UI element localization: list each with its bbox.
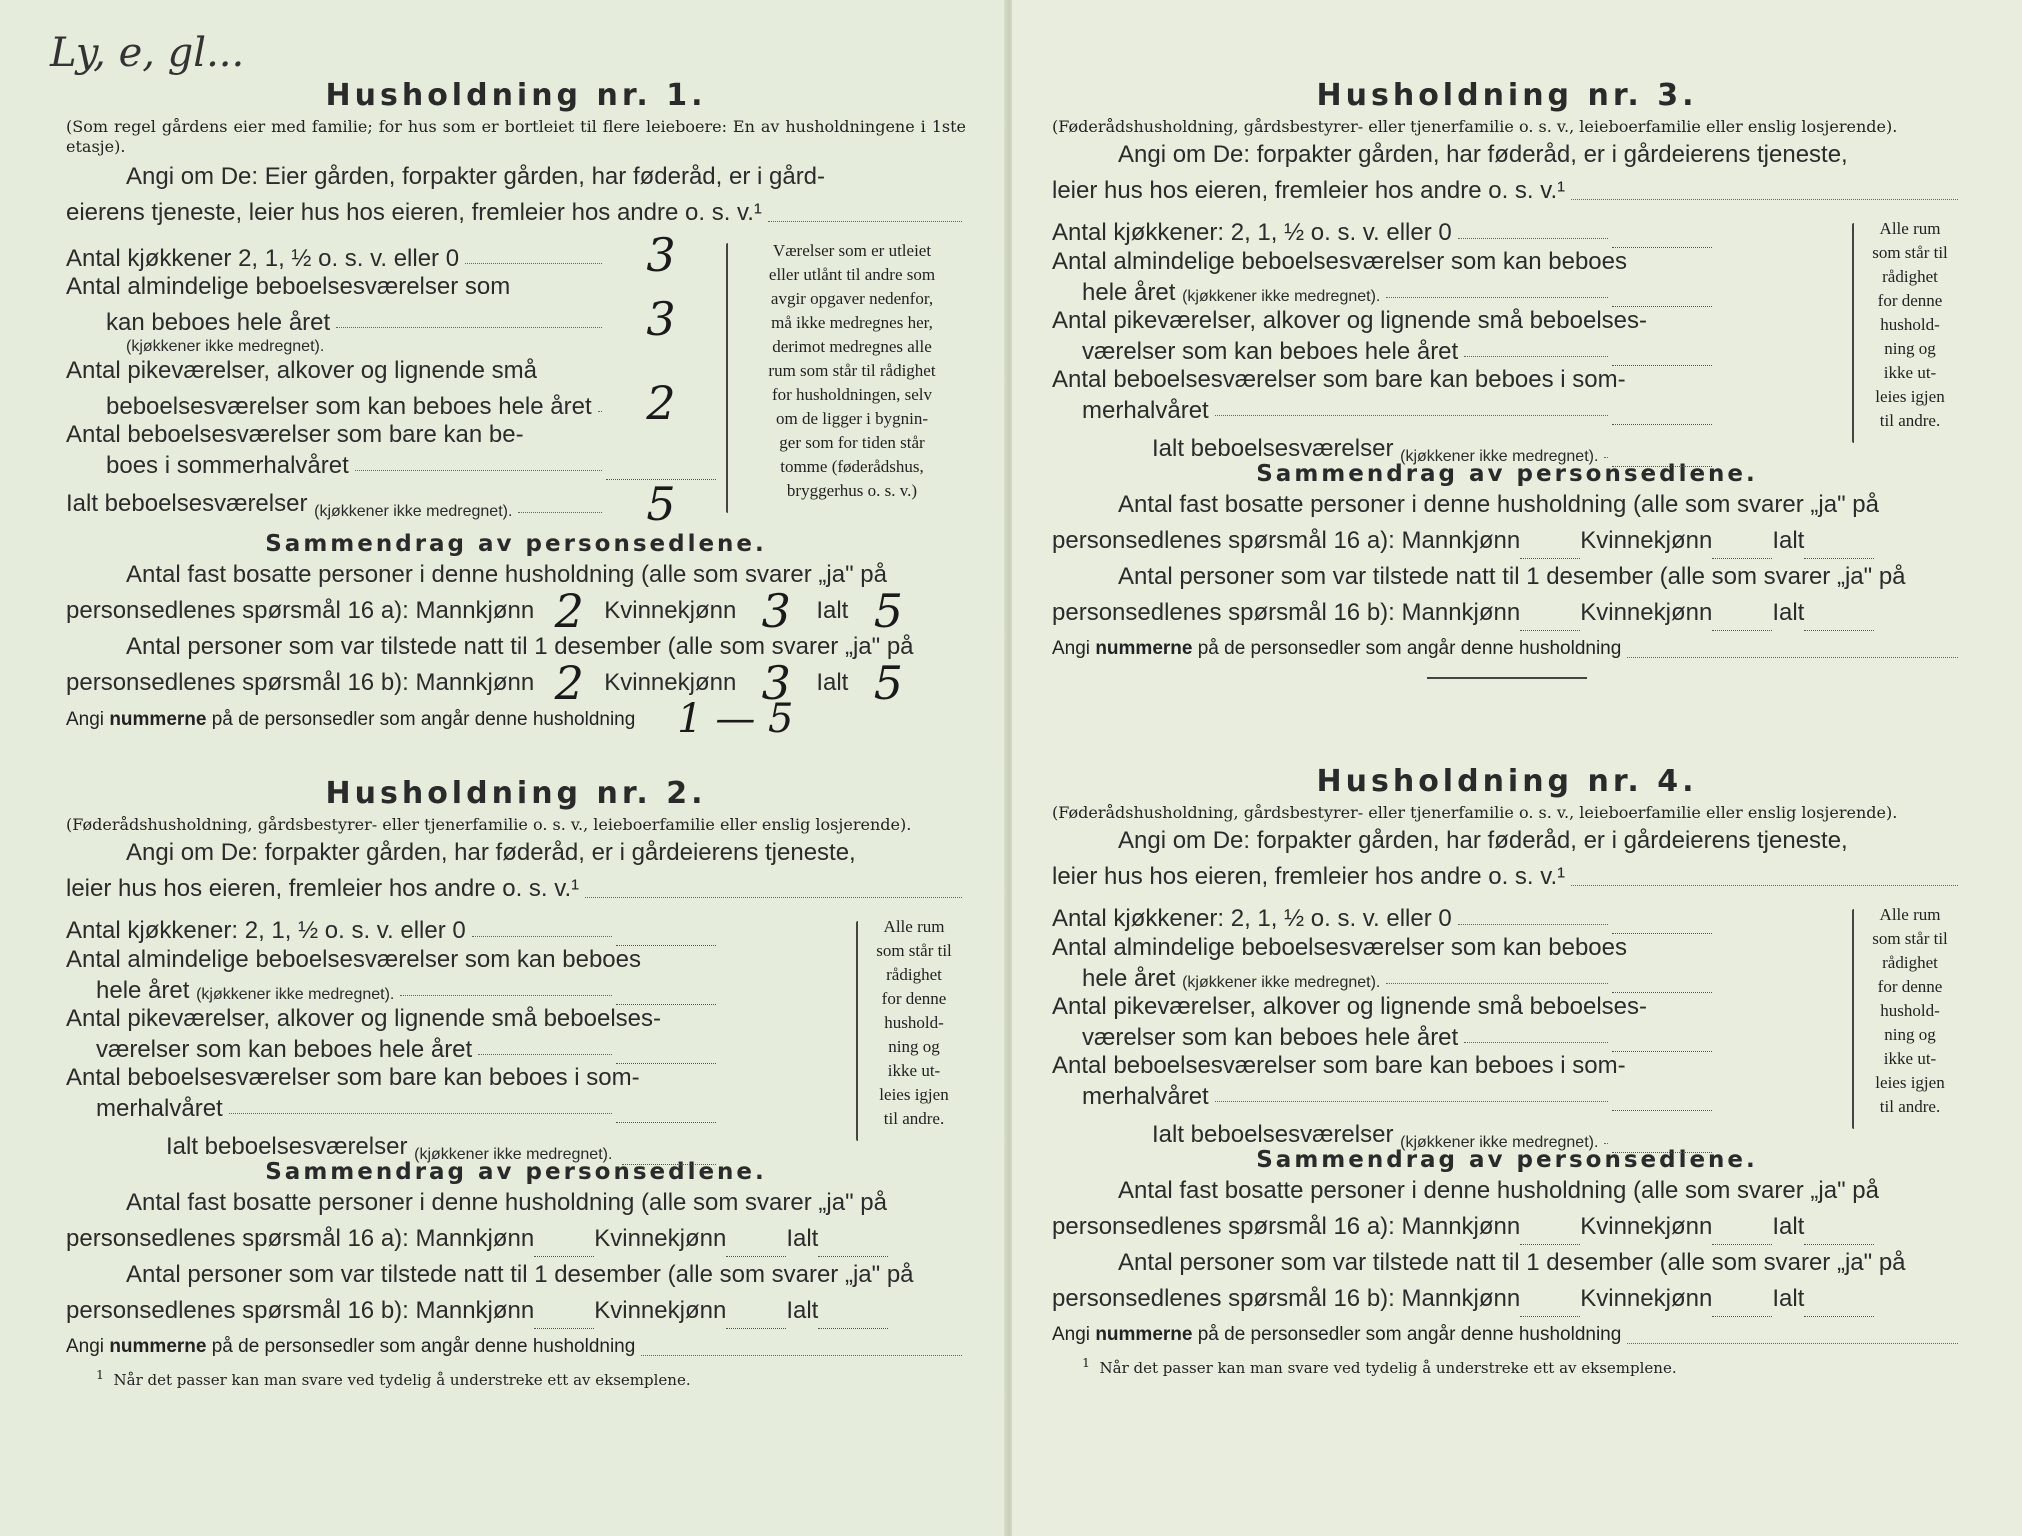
h1-side-note-line: må ikke medregnes her,: [771, 313, 933, 332]
h3-side-note-line: leies igjen: [1875, 387, 1945, 406]
household-4-summer-rooms: Antal beboelsesværelser som bare kan beboes i som- merhalvåret: [1052, 1052, 1712, 1111]
h3-side-note-line: til andre.: [1879, 411, 1941, 430]
household-1-note: (Som regel gårdens eier med familie; for hus som er bortleiet til flere leieboere: En av husholdningene i 1ste etasje).: [66, 117, 966, 156]
household-1-section: [66, 78, 966, 742]
household-2-summer-rooms: Antal beboelsesværelser som bare kan beboes i som- merhalvåret: [66, 1064, 716, 1123]
household-4-side-note: [1858, 903, 1962, 1119]
household-2-maid-rooms: Antal pikeværelser, alkover og lignende små beboelses- værelser som kan beboes hele året: [66, 1005, 716, 1064]
household-1-fast-total[interactable]: 5: [873, 584, 903, 638]
h4-side-note-line: til andre.: [1879, 1097, 1941, 1116]
household-1-ordinary-rooms-value[interactable]: 3: [646, 292, 676, 346]
household-4-present-row: personsedlenes spørsmål 16 b): Mannkjønn Kvinnekjønn Ialt: [1052, 1281, 1962, 1317]
household-3-total-rooms-value[interactable]: [1612, 436, 1712, 467]
h2-side-note-line: rådighet: [886, 965, 942, 984]
household-2-fast-male[interactable]: [534, 1226, 594, 1257]
household-1-maid-rooms: Antal pikeværelser, alkover og lignende små beboelsesværelser som kan beboes hele året 2: [66, 357, 716, 421]
household-1-present-row: personsedlenes spørsmål 16 b): Mannkjønn 2 Kvinnekjønn 3 Ialt 5: [66, 665, 966, 701]
h2-side-note-line: ning og: [888, 1037, 940, 1056]
household-2-summer-rooms-value[interactable]: [616, 1092, 716, 1123]
right-page: [1012, 0, 2022, 1536]
household-4-kitchens-value[interactable]: [1612, 903, 1712, 934]
household-1-present-male[interactable]: 2: [554, 656, 584, 710]
household-3-ordinary-rooms: Antal almindelige beboelsesværelser som kan beboes hele året (kjøkkener ikke medregnet).: [1052, 248, 1712, 307]
left-page: [0, 0, 1008, 1536]
household-1-numbers-value[interactable]: 1 — 5: [677, 696, 794, 742]
household-4-present-male[interactable]: [1520, 1286, 1580, 1317]
household-1-side-note: [734, 239, 970, 503]
household-1-brace: [726, 243, 728, 513]
household-1-summer-rooms-value[interactable]: [606, 449, 716, 480]
h1-side-note-line: derimot medregnes alle: [772, 337, 932, 356]
h1-side-note-line: om de ligger i bygnin-: [775, 409, 929, 428]
household-3-summer-rooms-value[interactable]: [1612, 394, 1712, 425]
household-4-total-rooms: Ialt beboelsesværelser (kjøkkener ikke medregnet).: [1052, 1117, 1712, 1153]
household-divider: [1427, 677, 1587, 679]
household-4-ordinary-rooms-value[interactable]: [1612, 962, 1712, 993]
h4-side-note-line: ikke ut-: [1883, 1049, 1937, 1068]
household-3-present-male[interactable]: [1520, 600, 1580, 631]
household-3-kitchens: Antal kjøkkener: 2, 1, ½ o. s. v. eller 0: [1052, 217, 1712, 248]
household-3-fast-female[interactable]: [1712, 528, 1772, 559]
household-1-kitchens: Antal kjøkkener 2, 1, ½ o. s. v. eller 0 3: [66, 237, 716, 273]
h2-side-note-line: leies igjen: [879, 1085, 949, 1104]
household-4-present-total[interactable]: [1804, 1286, 1874, 1317]
household-1-angi-line1: Angi om De: Eier gården, forpakter gården, har føderåd, er i gård-: [126, 163, 826, 190]
household-4-total-rooms-value[interactable]: [1612, 1122, 1712, 1153]
household-2-fast-female[interactable]: [726, 1226, 786, 1257]
h4-side-note-line: rådighet: [1882, 953, 1938, 972]
h1-side-note-line: bryggerhus o. s. v.): [786, 481, 918, 500]
household-4-ordinary-rooms: Antal almindelige beboelsesværelser som kan beboes hele året (kjøkkener ikke medregnet).: [1052, 934, 1712, 993]
h4-side-note-line: for denne: [1877, 977, 1943, 996]
h3-side-note-line: ikke ut-: [1883, 363, 1937, 382]
household-4-fast-male[interactable]: [1520, 1214, 1580, 1245]
household-3-side-note: [1858, 217, 1962, 433]
household-4-section: [1052, 764, 1962, 1377]
household-1-present-female[interactable]: 3: [761, 656, 791, 710]
household-2-brace: [856, 921, 858, 1141]
household-3-maid-rooms: Antal pikeværelser, alkover og lignende små beboelses- værelser som kan beboes hele året: [1052, 307, 1712, 366]
household-2-kitchens-value[interactable]: [616, 915, 716, 946]
h2-side-note-line: hushold-: [884, 1013, 944, 1032]
household-3-title: Husholdning nr. 3.: [1316, 78, 1698, 113]
household-3-total-rooms: Ialt beboelsesværelser (kjøkkener ikke medregnet).: [1052, 431, 1712, 467]
household-1-angi-row2: eierens tjeneste, leier hus hos eieren, fremleier hos andre o. s. v.¹: [66, 195, 966, 231]
household-1-present-line1: Antal personer som var tilstede natt til 1 desember (alle som svarer „ja" på: [126, 633, 914, 660]
household-2-numbers-row: Angi nummerne på de personsedler som angår denne husholdning: [66, 1329, 966, 1365]
h1-side-note-line: avgir opgaver nedenfor,: [770, 289, 934, 308]
household-1-total-rooms-value[interactable]: 5: [646, 477, 676, 531]
h1-side-note-line: for husholdningen, selv: [771, 385, 933, 404]
h1-side-note-line: tomme (føderådshus,: [780, 457, 924, 476]
household-3-summer-rooms: Antal beboelsesværelser som bare kan beboes i som- merhalvåret: [1052, 366, 1712, 425]
household-2-ordinary-rooms-value[interactable]: [616, 974, 716, 1005]
household-4-brace: [1852, 909, 1854, 1129]
h1-side-note-line: ger som for tiden står: [779, 433, 925, 452]
household-3-fast-line1: Antal fast bosatte personer i denne husholdning (alle som svarer „ja" på: [1118, 491, 1879, 518]
household-1-total-rooms: Ialt beboelsesværelser (kjøkkener ikke medregnet). 5: [66, 486, 716, 522]
household-4-summary-title: Sammendrag av personsedlene.: [1256, 1147, 1758, 1173]
household-3-present-female[interactable]: [1712, 600, 1772, 631]
household-2-fast-row: personsedlenes spørsmål 16 a): Mannkjønn Kvinnekjønn Ialt: [66, 1221, 966, 1257]
household-1-fast-line1: Antal fast bosatte personer i denne husholdning (alle som svarer „ja" på: [126, 561, 887, 588]
right-footnote: $^1$ Når det passer kan man svare ved tydelig å understreke ett av eksemplene.: [1082, 1355, 1677, 1377]
household-2-present-male[interactable]: [534, 1298, 594, 1329]
household-2-note: (Føderådshusholdning, gårdsbestyrer- eller tjenerfamilie o. s. v., leieboerfamilie eller enslig losjerende).: [66, 815, 912, 834]
household-4-maid-rooms-value[interactable]: [1612, 1021, 1712, 1052]
household-2-total-rooms-value[interactable]: [622, 1134, 716, 1165]
household-3-angi-row2: leier hus hos eieren, fremleier hos andre o. s. v.¹: [1052, 173, 1962, 209]
household-3-fast-male[interactable]: [1520, 528, 1580, 559]
household-3-kitchens-value[interactable]: [1612, 217, 1712, 248]
household-2-summary-title: Sammendrag av personsedlene.: [265, 1159, 767, 1185]
household-2-fast-total[interactable]: [818, 1226, 888, 1257]
household-4-angi-line1: Angi om De: forpakter gården, har føderåd, er i gårdeierens tjeneste,: [1118, 827, 1848, 854]
h1-side-note-line: Værelser som er utleiet: [772, 241, 932, 260]
h4-side-note-line: leies igjen: [1875, 1073, 1945, 1092]
household-1-title: Husholdning nr. 1.: [325, 78, 707, 113]
household-4-kitchens: Antal kjøkkener: 2, 1, ½ o. s. v. eller 0: [1052, 903, 1712, 934]
h3-side-note-line: hushold-: [1880, 315, 1940, 334]
household-4-fast-female[interactable]: [1712, 1214, 1772, 1245]
household-1-summer-rooms: Antal beboelsesværelser som bare kan be- boes i sommerhalvåret: [66, 421, 716, 480]
household-4-title: Husholdning nr. 4.: [1316, 764, 1698, 799]
household-3-fast-row: personsedlenes spørsmål 16 a): Mannkjønn Kvinnekjønn Ialt: [1052, 523, 1962, 559]
household-2-ordinary-rooms: Antal almindelige beboelsesværelser som kan beboes hele året (kjøkkener ikke medregnet).: [66, 946, 716, 1005]
handwritten-scribble: Ly, e, gl...: [50, 30, 245, 76]
household-3-present-row: personsedlenes spørsmål 16 b): Mannkjønn Kvinnekjønn Ialt: [1052, 595, 1962, 631]
household-1-present-total[interactable]: 5: [873, 656, 903, 710]
household-2-total-rooms: Ialt beboelsesværelser (kjøkkener ikke medregnet).: [66, 1129, 716, 1165]
h2-side-note-line: Alle rum: [883, 917, 945, 936]
h2-side-note-line: til andre.: [883, 1109, 945, 1128]
household-4-angi-row2: leier hus hos eieren, fremleier hos andre o. s. v.¹: [1052, 859, 1962, 895]
household-1-summary-title: Sammendrag av personsedlene.: [265, 531, 767, 557]
household-3-numbers-row: Angi nummerne på de personsedler som angår denne husholdning: [1052, 631, 1962, 667]
household-2-side-note: [862, 915, 966, 1131]
household-2-present-female[interactable]: [726, 1298, 786, 1329]
household-2-kitchens: Antal kjøkkener: 2, 1, ½ o. s. v. eller 0: [66, 915, 716, 946]
household-3-section: [1052, 78, 1962, 679]
household-1-fast-female[interactable]: 3: [761, 584, 791, 638]
household-4-summer-rooms-value[interactable]: [1612, 1080, 1712, 1111]
household-2-fast-line1: Antal fast bosatte personer i denne husholdning (alle som svarer „ja" på: [126, 1189, 887, 1216]
h3-side-note-line: rådighet: [1882, 267, 1938, 286]
household-2-angi-line1: Angi om De: forpakter gården, har føderåd, er i gårdeierens tjeneste,: [126, 839, 856, 866]
household-2-present-line1: Antal personer som var tilstede natt til 1 desember (alle som svarer „ja" på: [126, 1261, 914, 1288]
h4-side-note-line: hushold-: [1880, 1001, 1940, 1020]
household-2-present-row: personsedlenes spørsmål 16 b): Mannkjønn Kvinnekjønn Ialt: [66, 1293, 966, 1329]
h3-side-note-line: for denne: [1877, 291, 1943, 310]
household-3-brace: [1852, 223, 1854, 443]
household-4-present-female[interactable]: [1712, 1286, 1772, 1317]
h2-side-note-line: som står til: [876, 941, 952, 960]
household-1-fast-row: personsedlenes spørsmål 16 a): Mannkjønn 2 Kvinnekjønn 3 Ialt 5: [66, 593, 966, 629]
household-4-note: (Føderådshusholdning, gårdsbestyrer- eller tjenerfamilie o. s. v., leieboerfamilie eller enslig losjerende).: [1052, 803, 1898, 822]
h4-side-note-line: ning og: [1884, 1025, 1936, 1044]
household-4-fast-total[interactable]: [1804, 1214, 1874, 1245]
h1-side-note-line: eller utlånt til andre som: [768, 265, 936, 284]
household-3-present-total[interactable]: [1804, 600, 1874, 631]
household-4-fast-row: personsedlenes spørsmål 16 a): Mannkjønn Kvinnekjønn Ialt: [1052, 1209, 1962, 1245]
household-3-ordinary-rooms-value[interactable]: [1612, 276, 1712, 307]
h3-side-note-line: som står til: [1872, 243, 1948, 262]
household-3-note: (Føderådshusholdning, gårdsbestyrer- eller tjenerfamilie o. s. v., leieboerfamilie eller enslig losjerende).: [1052, 117, 1898, 136]
household-4-present-line1: Antal personer som var tilstede natt til 1 desember (alle som svarer „ja" på: [1118, 1249, 1906, 1276]
household-3-maid-rooms-value[interactable]: [1612, 335, 1712, 366]
household-4-numbers-row: Angi nummerne på de personsedler som angår denne husholdning: [1052, 1317, 1962, 1353]
household-2-section: [66, 776, 966, 1389]
h1-side-note-line: rum som står til rådighet: [768, 361, 936, 380]
household-4-maid-rooms: Antal pikeværelser, alkover og lignende små beboelses- værelser som kan beboes hele året: [1052, 993, 1712, 1052]
household-2-title: Husholdning nr. 2.: [325, 776, 707, 811]
household-3-summary-title: Sammendrag av personsedlene.: [1256, 461, 1758, 487]
household-1-kitchens-value[interactable]: 3: [646, 228, 676, 282]
h2-side-note-line: ikke ut-: [887, 1061, 941, 1080]
h4-side-note-line: som står til: [1872, 929, 1948, 948]
household-3-fast-total[interactable]: [1804, 528, 1874, 559]
h4-side-note-line: Alle rum: [1879, 905, 1941, 924]
household-2-maid-rooms-value[interactable]: [616, 1033, 716, 1064]
household-1-maid-rooms-value[interactable]: 2: [646, 376, 676, 430]
household-3-present-line1: Antal personer som var tilstede natt til 1 desember (alle som svarer „ja" på: [1118, 563, 1906, 590]
h3-side-note-line: Alle rum: [1879, 219, 1941, 238]
household-1-ordinary-rooms: Antal almindelige beboelsesværelser som kan beboes hele året 3 (kjøkkener ikke medregnet).: [66, 273, 716, 357]
household-1-fast-male[interactable]: 2: [554, 584, 584, 638]
household-2-present-total[interactable]: [818, 1298, 888, 1329]
h2-side-note-line: for denne: [881, 989, 947, 1008]
household-3-angi-line1: Angi om De: forpakter gården, har føderåd, er i gårdeierens tjeneste,: [1118, 141, 1848, 168]
household-1-numbers-row: Angi nummerne på de personsedler som angår denne husholdning 1 — 5: [66, 701, 966, 737]
household-2-angi-row2: leier hus hos eieren, fremleier hos andre o. s. v.¹: [66, 871, 966, 907]
household-4-fast-line1: Antal fast bosatte personer i denne husholdning (alle som svarer „ja" på: [1118, 1177, 1879, 1204]
h3-side-note-line: ning og: [1884, 339, 1936, 358]
left-footnote: $^1$ Når det passer kan man svare ved tydelig å understreke ett av eksemplene.: [96, 1367, 691, 1389]
